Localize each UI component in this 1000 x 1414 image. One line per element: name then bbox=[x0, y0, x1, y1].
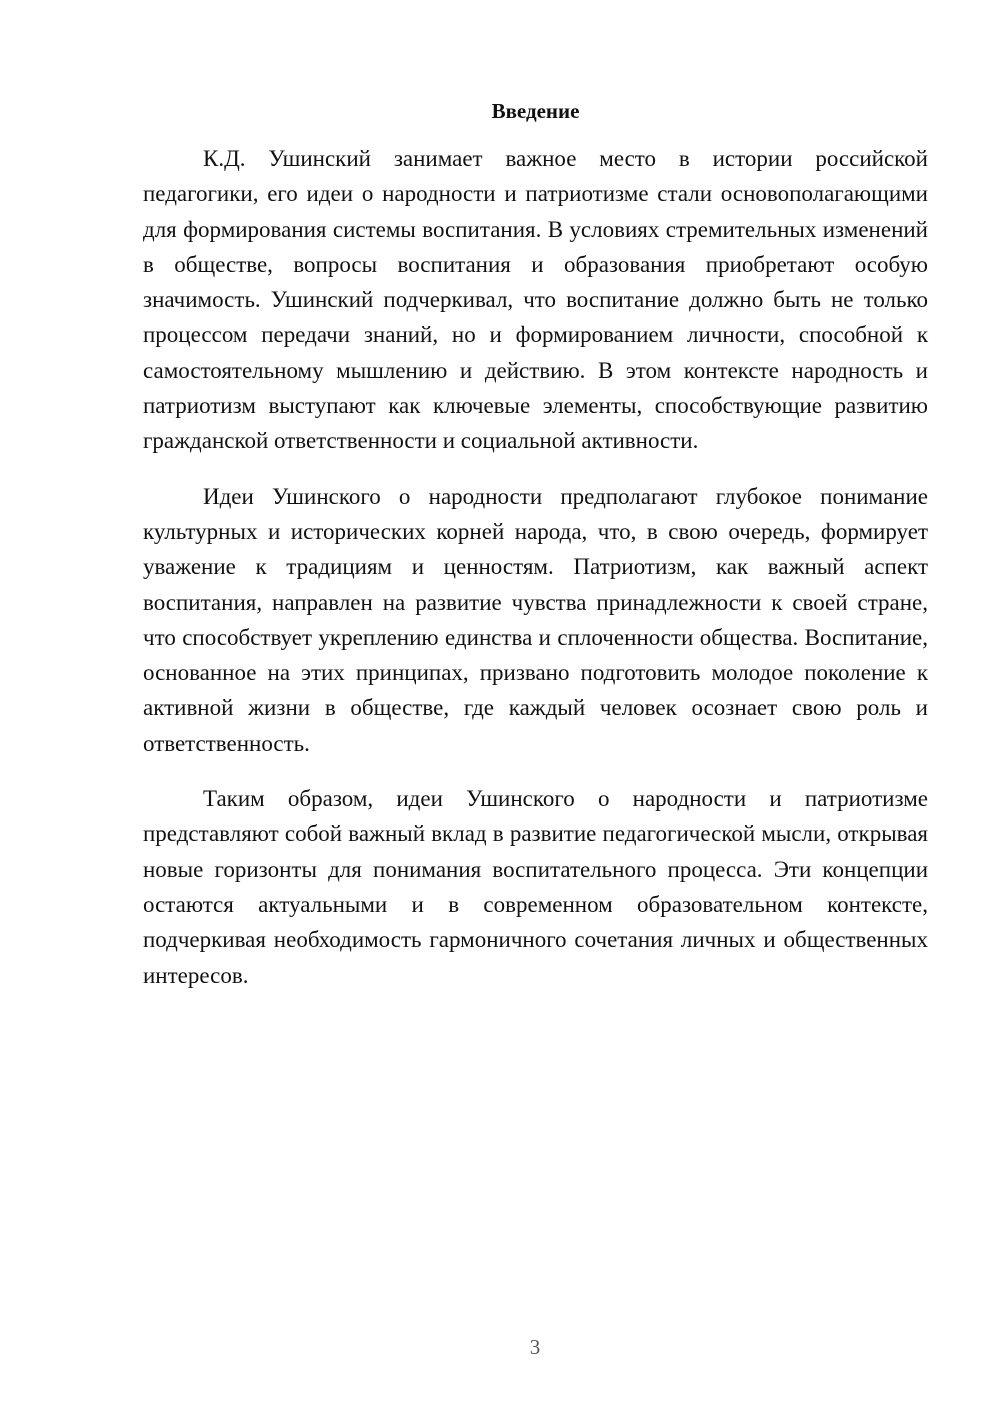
page-number: 3 bbox=[529, 1335, 541, 1359]
paragraph-3: Таким образом, идеи Ушинского о народности и патриотизме представляют собой важный вклад в развитие педагогической мысли, открывая новые горизонты для понимания воспитательного процесса. Эти концепции остаются актуальными и в современном образовательном контексте, подчеркивая необходимость гармоничного сочетания личных и общественных интересов. bbox=[143, 786, 928, 988]
body-text bbox=[143, 141, 928, 1013]
paragraph-1: К.Д. Ушинский занимает важное место в истории российской педагогики, его идеи о народности и патриотизме стали основополагающими для формирования системы воспитания. В условиях стремительных изменений в обществе, вопросы воспитания и образования приобретают особую значимость. Ушинский подчеркивал, что воспитание должно быть не только процессом передачи знаний, но и формированием личности, способной к самостоятельному мышлению и действию. В этом контексте народность и патриотизм выступают как ключевые элементы, способствующие развитию гражданской ответственности и социальной активности. bbox=[143, 146, 928, 454]
paragraph-2: Идеи Ушинского о народности предполагают глубокое понимание культурных и исторических корней народа, что, в свою очередь, формирует уважение к традициям и ценностям. Патриотизм, как важный аспект воспитания, направлен на развитие чувства принадлежности к своей стране, что способствует укреплению единства и сплоченности общества. Воспитание, основанное на этих принципах, призвано подготовить молодое поколение к активной жизни в обществе, где каждый человек осознает свою роль и ответственность. bbox=[143, 483, 928, 756]
section-heading: Введение bbox=[491, 99, 580, 123]
